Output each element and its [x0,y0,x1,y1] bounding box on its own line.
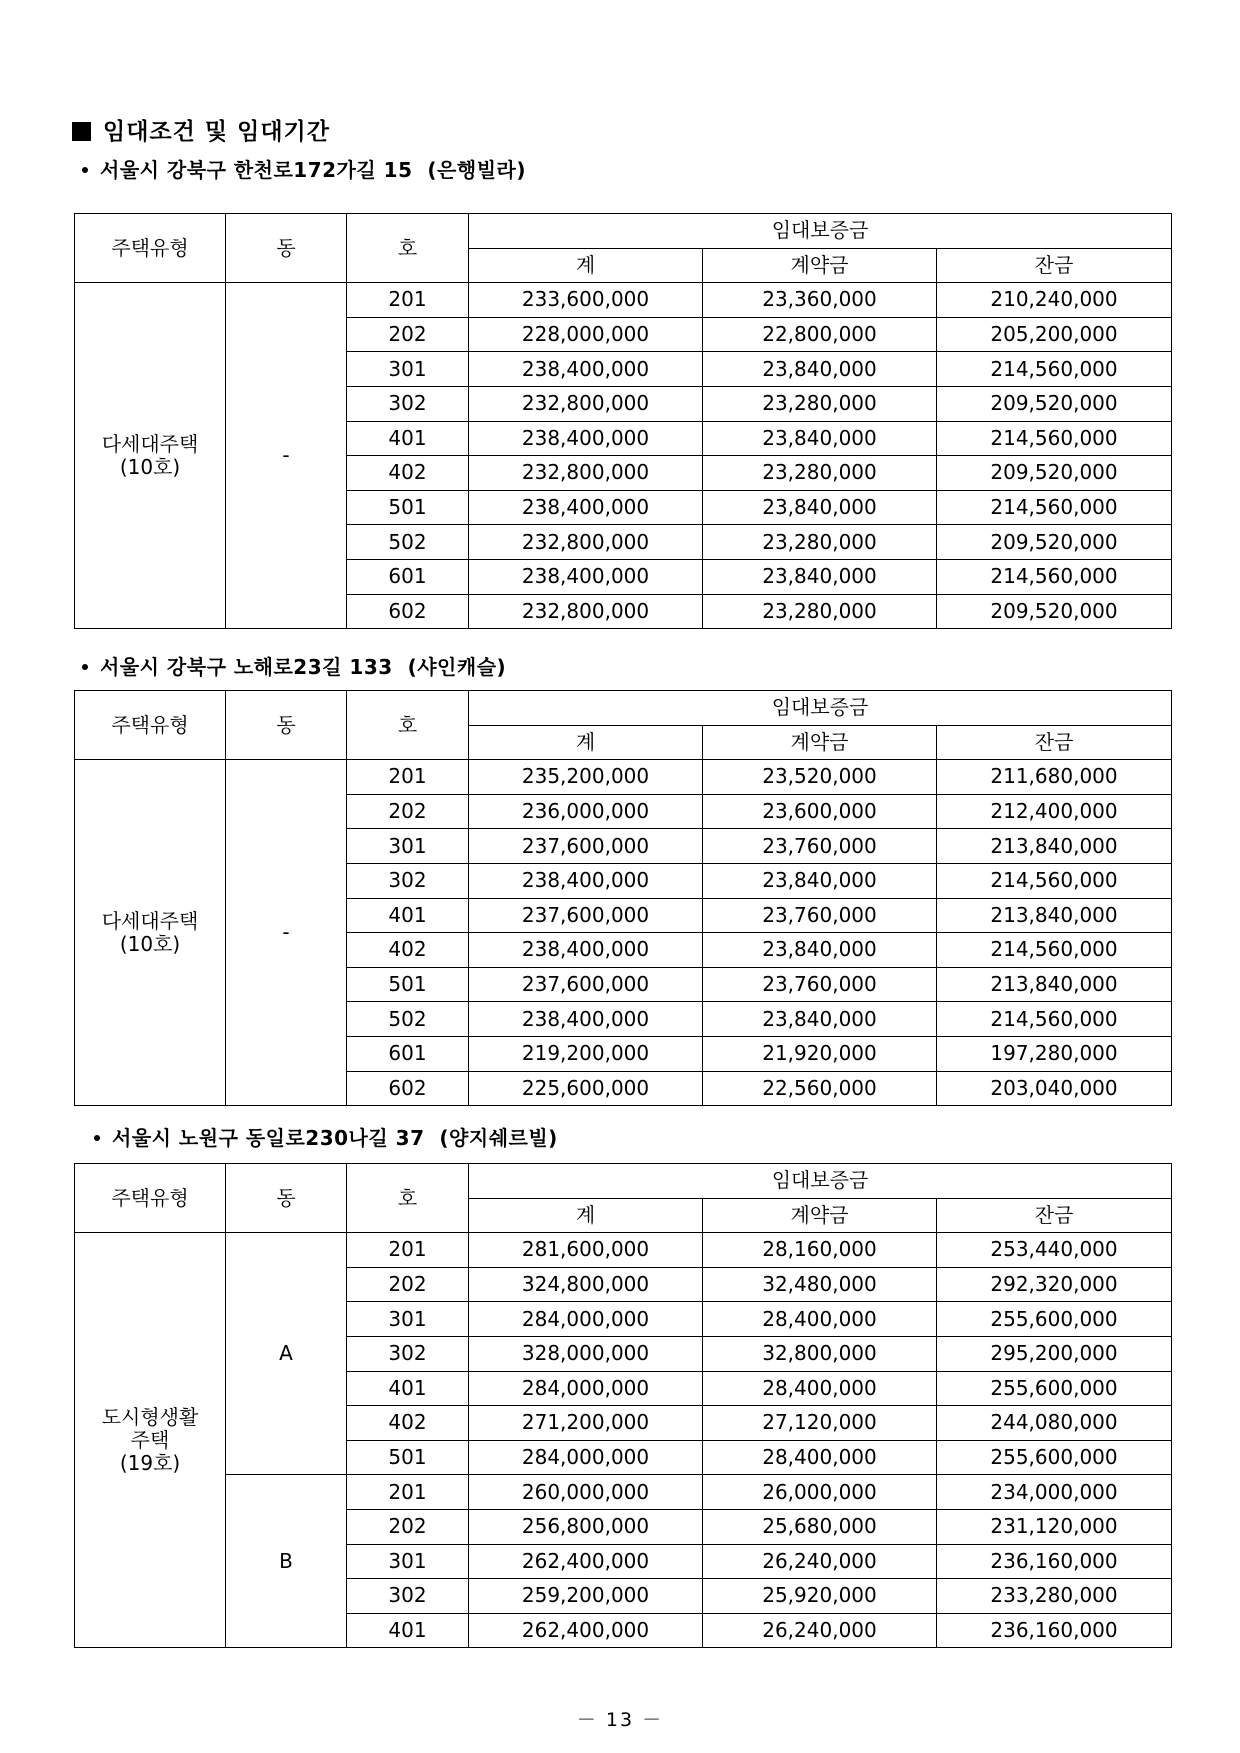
ho-cell: 602 [347,594,469,629]
housing-type-line: (10호) [119,931,181,956]
ho-cell: 402 [347,1406,469,1441]
header-balance: 잔금 [937,248,1172,283]
bullet-icon [82,167,88,173]
balance-cell: 209,520,000 [937,525,1172,560]
ho-cell: 301 [347,352,469,387]
ho-cell: 301 [347,1544,469,1579]
balance-cell: 213,840,000 [937,898,1172,933]
housing-type-cell [75,283,226,629]
housing-type-line: 주택 [130,1427,170,1452]
header-ho: 호 [347,214,469,283]
balance-cell: 197,280,000 [937,1036,1172,1071]
contract-cell: 23,360,000 [703,283,937,318]
header-total: 계 [469,248,703,283]
ho-cell: 601 [347,559,469,594]
table-row [75,283,1172,318]
dong-cell: - [226,760,347,1106]
balance-cell: 214,560,000 [937,1002,1172,1037]
balance-cell: 214,560,000 [937,559,1172,594]
total-cell: 259,200,000 [469,1579,703,1614]
total-cell: 238,400,000 [469,559,703,594]
balance-cell: 236,160,000 [937,1613,1172,1648]
balance-cell: 212,400,000 [937,794,1172,829]
contract-cell: 28,400,000 [703,1440,937,1475]
balance-cell: 292,320,000 [937,1267,1172,1302]
housing-type-line: 다세대주택 [101,908,199,933]
header-total: 계 [469,1198,703,1233]
contract-cell: 23,280,000 [703,456,937,491]
ho-cell: 401 [347,898,469,933]
header-contract: 계약금 [703,248,937,283]
contract-cell: 32,800,000 [703,1336,937,1371]
total-cell: 232,800,000 [469,525,703,560]
rent-table-3 [74,1163,1172,1648]
total-cell: 284,000,000 [469,1371,703,1406]
contract-cell: 23,280,000 [703,594,937,629]
contract-cell: 26,000,000 [703,1475,937,1510]
balance-cell: 295,200,000 [937,1336,1172,1371]
balance-cell: 210,240,000 [937,283,1172,318]
housing-type-line: 다세대주택 [101,431,199,456]
contract-cell: 23,520,000 [703,760,937,795]
contract-cell: 32,480,000 [703,1267,937,1302]
contract-cell: 27,120,000 [703,1406,937,1441]
housing-type-line: (10호) [119,454,181,479]
ho-cell: 201 [347,1475,469,1510]
total-cell: 237,600,000 [469,898,703,933]
total-cell: 262,400,000 [469,1544,703,1579]
housing-type-line: 도시형생활 [101,1404,199,1429]
contract-cell: 23,840,000 [703,933,937,968]
total-cell: 236,000,000 [469,794,703,829]
contract-cell: 23,840,000 [703,490,937,525]
total-cell: 328,000,000 [469,1336,703,1371]
balance-cell: 209,520,000 [937,594,1172,629]
balance-cell: 209,520,000 [937,456,1172,491]
contract-cell: 28,400,000 [703,1302,937,1337]
contract-cell: 23,280,000 [703,525,937,560]
property-heading-3: 서울시 노원구 동일로230나길 37 (양지쉐르빌) [94,1122,558,1151]
ho-cell: 401 [347,1613,469,1648]
contract-cell: 23,760,000 [703,898,937,933]
ho-cell: 401 [347,421,469,456]
contract-cell: 22,560,000 [703,1071,937,1106]
ho-cell: 502 [347,1002,469,1037]
ho-cell: 201 [347,760,469,795]
header-deposit: 임대보증금 [469,691,1172,726]
ho-cell: 601 [347,1036,469,1071]
housing-type-cell [75,1233,226,1648]
contract-cell: 23,840,000 [703,863,937,898]
total-cell: 232,800,000 [469,386,703,421]
header-dong: 동 [226,691,347,760]
table-row [75,1475,1172,1510]
header-balance: 잔금 [937,725,1172,760]
housing-type-line: (19호) [119,1450,181,1475]
ho-cell: 402 [347,933,469,968]
ho-cell: 401 [347,1371,469,1406]
header-ho: 호 [347,1164,469,1233]
ho-cell: 501 [347,967,469,1002]
balance-cell: 255,600,000 [937,1440,1172,1475]
total-cell: 271,200,000 [469,1406,703,1441]
total-cell: 281,600,000 [469,1233,703,1268]
balance-cell: 255,600,000 [937,1302,1172,1337]
balance-cell: 253,440,000 [937,1233,1172,1268]
contract-cell: 25,920,000 [703,1579,937,1614]
contract-cell: 21,920,000 [703,1036,937,1071]
total-cell: 284,000,000 [469,1440,703,1475]
header-ho: 호 [347,691,469,760]
housing-type-cell [75,760,226,1106]
total-cell: 262,400,000 [469,1613,703,1648]
square-bullet-icon [72,122,91,141]
property-heading-1: 서울시 강북구 한천로172가길 15 (은행빌라) [82,154,526,183]
rent-table-1 [74,213,1172,629]
contract-cell: 28,160,000 [703,1233,937,1268]
balance-cell: 213,840,000 [937,829,1172,864]
dong-cell: B [226,1475,347,1648]
header-contract: 계약금 [703,1198,937,1233]
dong-cell: - [226,283,347,629]
header-type: 주택유형 [75,1164,226,1233]
contract-cell: 23,840,000 [703,559,937,594]
header-type: 주택유형 [75,691,226,760]
total-cell: 228,000,000 [469,317,703,352]
ho-cell: 301 [347,1302,469,1337]
ho-cell: 301 [347,829,469,864]
header-total: 계 [469,725,703,760]
total-cell: 284,000,000 [469,1302,703,1337]
header-balance: 잔금 [937,1198,1172,1233]
balance-cell: 214,560,000 [937,933,1172,968]
balance-cell: 211,680,000 [937,760,1172,795]
contract-cell: 23,280,000 [703,386,937,421]
balance-cell: 236,160,000 [937,1544,1172,1579]
header-type: 주택유형 [75,214,226,283]
ho-cell: 402 [347,456,469,491]
contract-cell: 25,680,000 [703,1509,937,1544]
header-dong: 동 [226,1164,347,1233]
header-contract: 계약금 [703,725,937,760]
bullet-icon [94,1135,100,1141]
header-deposit: 임대보증금 [469,1164,1172,1199]
balance-cell: 255,600,000 [937,1371,1172,1406]
header-dong: 동 [226,214,347,283]
contract-cell: 23,840,000 [703,1002,937,1037]
ho-cell: 302 [347,386,469,421]
total-cell: 260,000,000 [469,1475,703,1510]
total-cell: 232,800,000 [469,456,703,491]
ho-cell: 501 [347,1440,469,1475]
ho-cell: 201 [347,1233,469,1268]
total-cell: 238,400,000 [469,421,703,456]
ho-cell: 202 [347,317,469,352]
ho-cell: 302 [347,1336,469,1371]
total-cell: 256,800,000 [469,1509,703,1544]
table-row [75,1233,1172,1268]
balance-cell: 205,200,000 [937,317,1172,352]
total-cell: 238,400,000 [469,352,703,387]
total-cell: 219,200,000 [469,1036,703,1071]
ho-cell: 201 [347,283,469,318]
section-title: 임대조건 및 임대기간 [72,113,330,146]
contract-cell: 23,840,000 [703,421,937,456]
ho-cell: 501 [347,490,469,525]
total-cell: 237,600,000 [469,829,703,864]
balance-cell: 214,560,000 [937,490,1172,525]
balance-cell: 234,000,000 [937,1475,1172,1510]
total-cell: 238,400,000 [469,1002,703,1037]
page-number: － 13 － [576,1709,664,1731]
total-cell: 232,800,000 [469,594,703,629]
contract-cell: 23,600,000 [703,794,937,829]
total-cell: 225,600,000 [469,1071,703,1106]
total-cell: 238,400,000 [469,863,703,898]
balance-cell: 203,040,000 [937,1071,1172,1106]
ho-cell: 302 [347,863,469,898]
property-heading-2: 서울시 강북구 노해로23길 133 (샤인캐슬) [82,651,506,680]
table-row [75,760,1172,795]
balance-cell: 231,120,000 [937,1509,1172,1544]
total-cell: 235,200,000 [469,760,703,795]
ho-cell: 202 [347,1267,469,1302]
ho-cell: 502 [347,525,469,560]
total-cell: 237,600,000 [469,967,703,1002]
ho-cell: 302 [347,1579,469,1614]
balance-cell: 233,280,000 [937,1579,1172,1614]
balance-cell: 213,840,000 [937,967,1172,1002]
ho-cell: 202 [347,794,469,829]
total-cell: 238,400,000 [469,490,703,525]
balance-cell: 209,520,000 [937,386,1172,421]
contract-cell: 22,800,000 [703,317,937,352]
balance-cell: 214,560,000 [937,352,1172,387]
balance-cell: 244,080,000 [937,1406,1172,1441]
contract-cell: 26,240,000 [703,1613,937,1648]
rent-table-2 [74,690,1172,1106]
total-cell: 324,800,000 [469,1267,703,1302]
total-cell: 233,600,000 [469,283,703,318]
ho-cell: 602 [347,1071,469,1106]
balance-cell: 214,560,000 [937,863,1172,898]
bullet-icon [82,664,88,670]
header-deposit: 임대보증금 [469,214,1172,249]
balance-cell: 214,560,000 [937,421,1172,456]
contract-cell: 23,840,000 [703,352,937,387]
dong-cell: A [226,1233,347,1475]
contract-cell: 23,760,000 [703,967,937,1002]
ho-cell: 202 [347,1509,469,1544]
contract-cell: 26,240,000 [703,1544,937,1579]
total-cell: 238,400,000 [469,933,703,968]
contract-cell: 28,400,000 [703,1371,937,1406]
contract-cell: 23,760,000 [703,829,937,864]
